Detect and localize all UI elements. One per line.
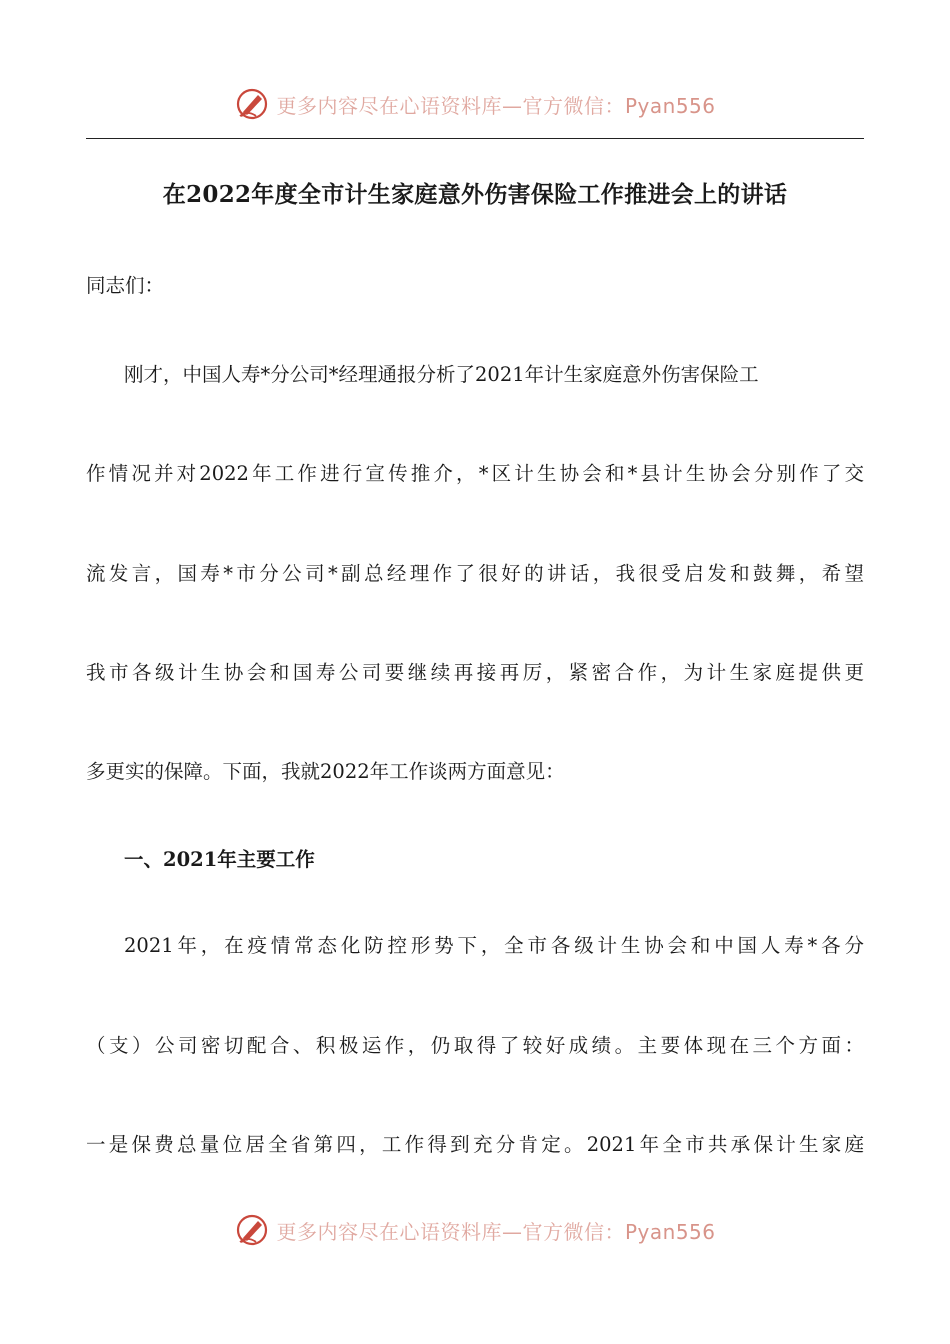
- paragraph-line: 流发言，国寿*市分公司*副总经理作了很好的讲话，我很受启发和鼓舞，希望: [86, 562, 864, 585]
- watermark-wechat-id: Pyan556: [624, 93, 716, 118]
- header-divider: [86, 138, 864, 139]
- document-title: 在2022年度全市计生家庭意外伤害保险工作推进会上的讲话: [162, 181, 788, 208]
- paragraph-line: 我市各级计生协会和国寿公司要继续再接再厉，紧密合作，为计生家庭提供更: [86, 661, 864, 684]
- watermark-label: 更多内容尽在心语资料库—官方微信：: [276, 1219, 625, 1244]
- salutation: 同志们：: [86, 274, 165, 297]
- paragraph-line: 作情况并对2022年工作进行宣传推介，*区计生协会和*县计生协会分别作了交: [86, 462, 864, 485]
- paragraph-line: 一是保费总量位居全省第四，工作得到充分肯定。2021年全市共承保计生家庭: [86, 1133, 864, 1156]
- paragraph-line: 2021年，在疫情常态化防控形势下，全市各级计生协会和中国人寿*各分: [124, 934, 864, 957]
- header-watermark: [0, 84, 950, 124]
- watermark-text: [276, 1216, 715, 1245]
- paragraph-line: （支）公司密切配合、积极运作，仍取得了较好成绩。主要体现在三个方面：: [86, 1034, 864, 1057]
- pen-logo-icon: [234, 1212, 270, 1248]
- paragraph-line: 刚才，中国人寿*分公司*经理通报分析了2021年计生家庭意外伤害保险工: [124, 363, 759, 386]
- pen-logo-icon: [234, 86, 270, 122]
- paragraph-line: 多更实的保障。下面，我就2022年工作谈两方面意见：: [86, 760, 565, 783]
- section-heading: 一、2021年主要工作: [124, 848, 315, 871]
- watermark-wechat-id: Pyan556: [624, 1219, 716, 1244]
- footer-watermark: [0, 1210, 950, 1250]
- watermark-label: 更多内容尽在心语资料库—官方微信：: [276, 93, 625, 118]
- watermark-text: [276, 90, 715, 119]
